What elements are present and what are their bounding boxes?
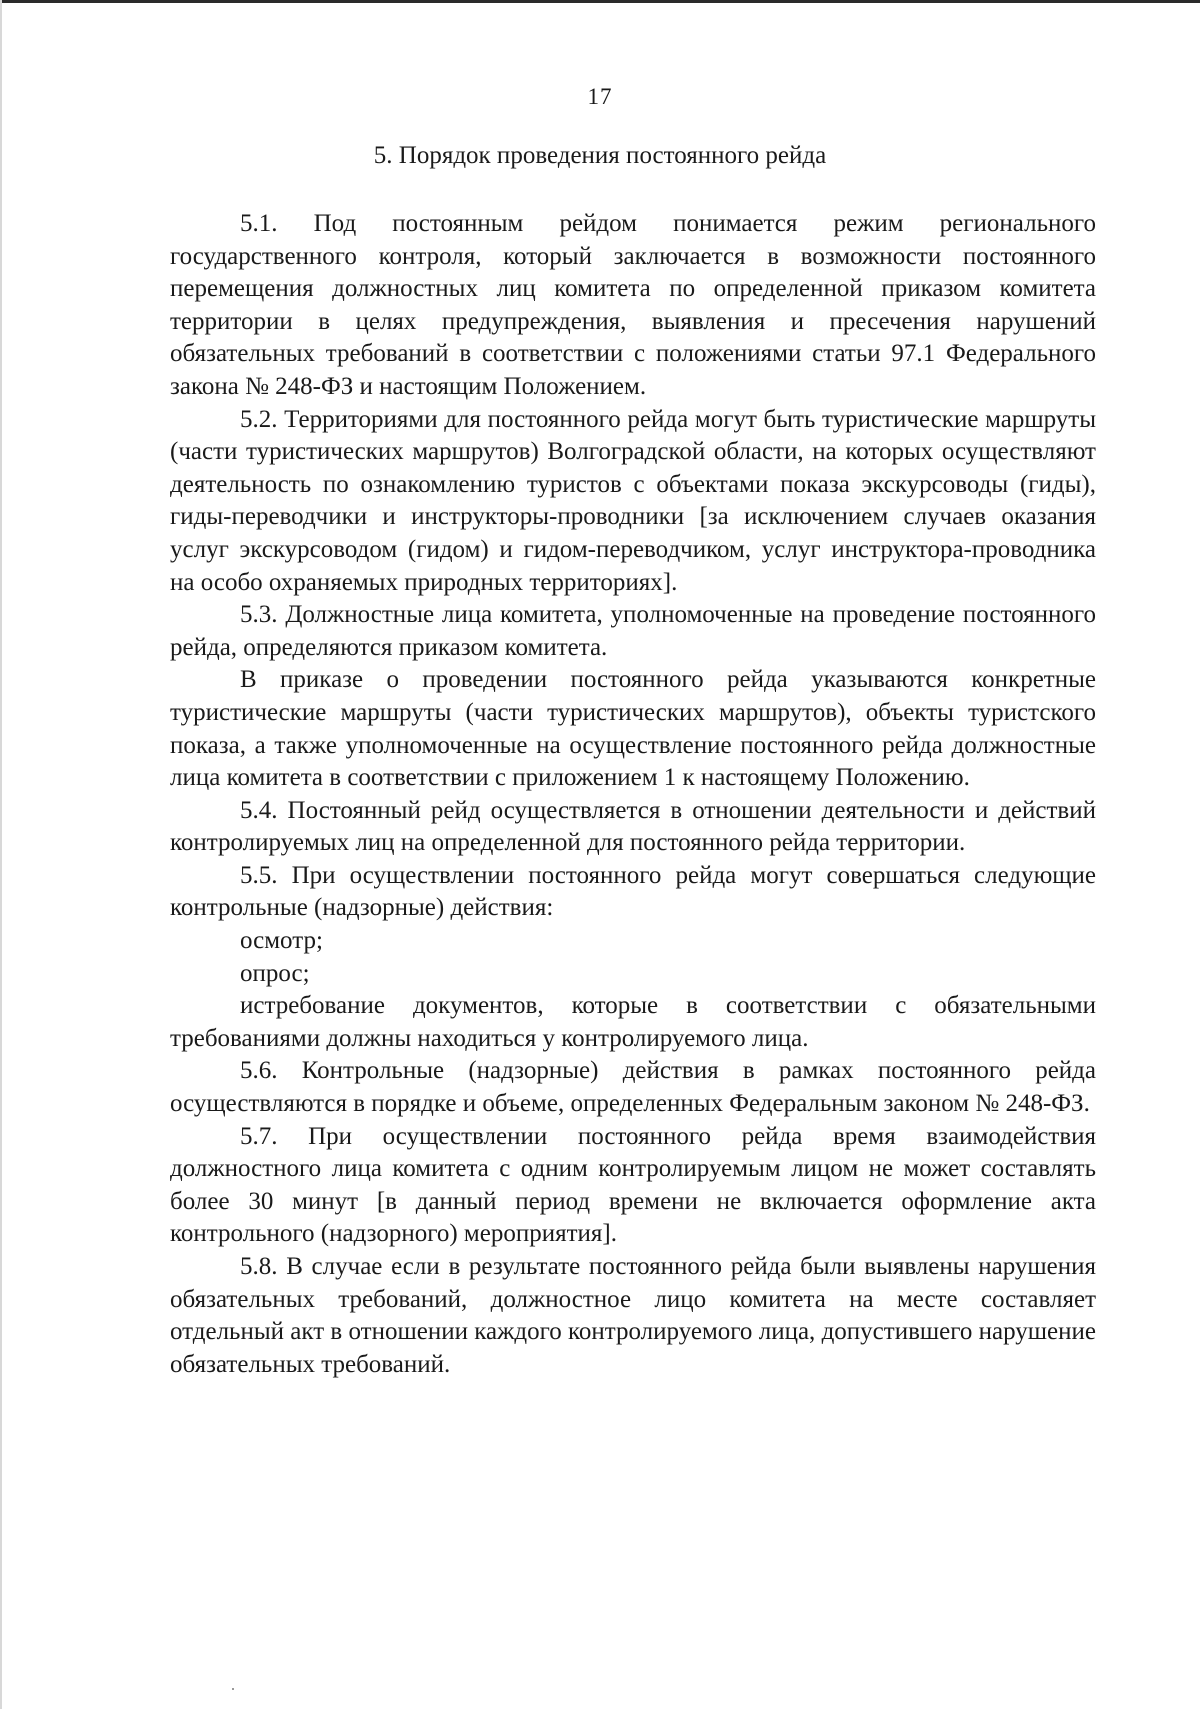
page-number: 17	[587, 84, 613, 109]
list-item-survey: опрос;	[240, 959, 310, 987]
scan-speck	[232, 1688, 234, 1690]
paragraph-5-8: 5.8. В случае если в результате постоянного рейда были выявлены нарушения обязательных требований, должностное лицо комитета на месте составляет отдельный акт в отношении каждого контролируемого лица, допустившего нарушение обязательных требований.	[170, 1253, 1096, 1378]
list-item-inspection: осмотр;	[240, 927, 323, 955]
paragraph-raid-order: В приказе о проведении постоянного рейда указываются конкретные туристические маршруты (части туристических маршрутов), объекты туристского показа, а также уполномоченные на осуществление постоянного рейда должностные лица комитета в соответствии с приложением 1 к настоящему Положению.	[170, 666, 1096, 792]
paragraph-5-7: 5.7. При осуществлении постоянного рейда время взаимодействия должностного лица комитета с одним контролируемым лицом не может составлять более 30 минут [в данный период времени не включается оформление акта контрольного (надзорного) мероприятия].	[170, 1122, 1096, 1248]
paragraph-5-6: 5.6. Контрольные (надзорные) действия в рамках постоянного рейда осуществляются в порядке и объеме, определенных Федеральным законом № 248-ФЗ.	[170, 1057, 1096, 1118]
paragraph-5-5: 5.5. При осуществлении постоянного рейда могут совершаться следующие контрольные (надзорные) действия:	[170, 861, 1096, 922]
section-title: 5. Порядок проведения постоянного рейда	[373, 142, 827, 169]
paragraph-5-2: 5.2. Территориями для постоянного рейда могут быть туристические маршруты (части туристических маршрутов) Волгоградской области, на которых осуществляют деятельность по ознакомлению туристов с объектами показа экскурсоводы (гиды), гиды-переводчики и инструкторы-проводники [за исключением случаев оказания услуг экскурсоводом (гидом) и гидом-переводчиком, услуг инструктора-проводника на особо охраняемых природных территориях].	[170, 405, 1096, 596]
scan-border-left	[0, 0, 2, 1709]
paragraph-5-4: 5.4. Постоянный рейд осуществляется в отношении деятельности и действий контролируемых лиц на определенной для постоянного рейда территории.	[170, 796, 1096, 857]
list-item-documents: истребование документов, которые в соответствии с обязательными требованиями должны находиться у контролируемого лица.	[170, 992, 1096, 1052]
document-body	[170, 208, 1096, 1381]
scan-border-top	[0, 0, 1200, 3]
paragraph-5-1: 5.1. Под постоянным рейдом понимается режим регионального государственного контроля, который заключается в возможности постоянного перемещения должностных лиц комитета по определенной приказом комитета территории в целях предупреждения, выявления и пресечения нарушений обязательных требований в соответствии с положениями статьи 97.1 Федерального закона № 248-ФЗ и настоящим Положением.	[170, 210, 1096, 400]
paragraph-5-3: 5.3. Должностные лица комитета, уполномоченные на проведение постоянного рейда, определяются приказом комитета.	[170, 601, 1096, 661]
